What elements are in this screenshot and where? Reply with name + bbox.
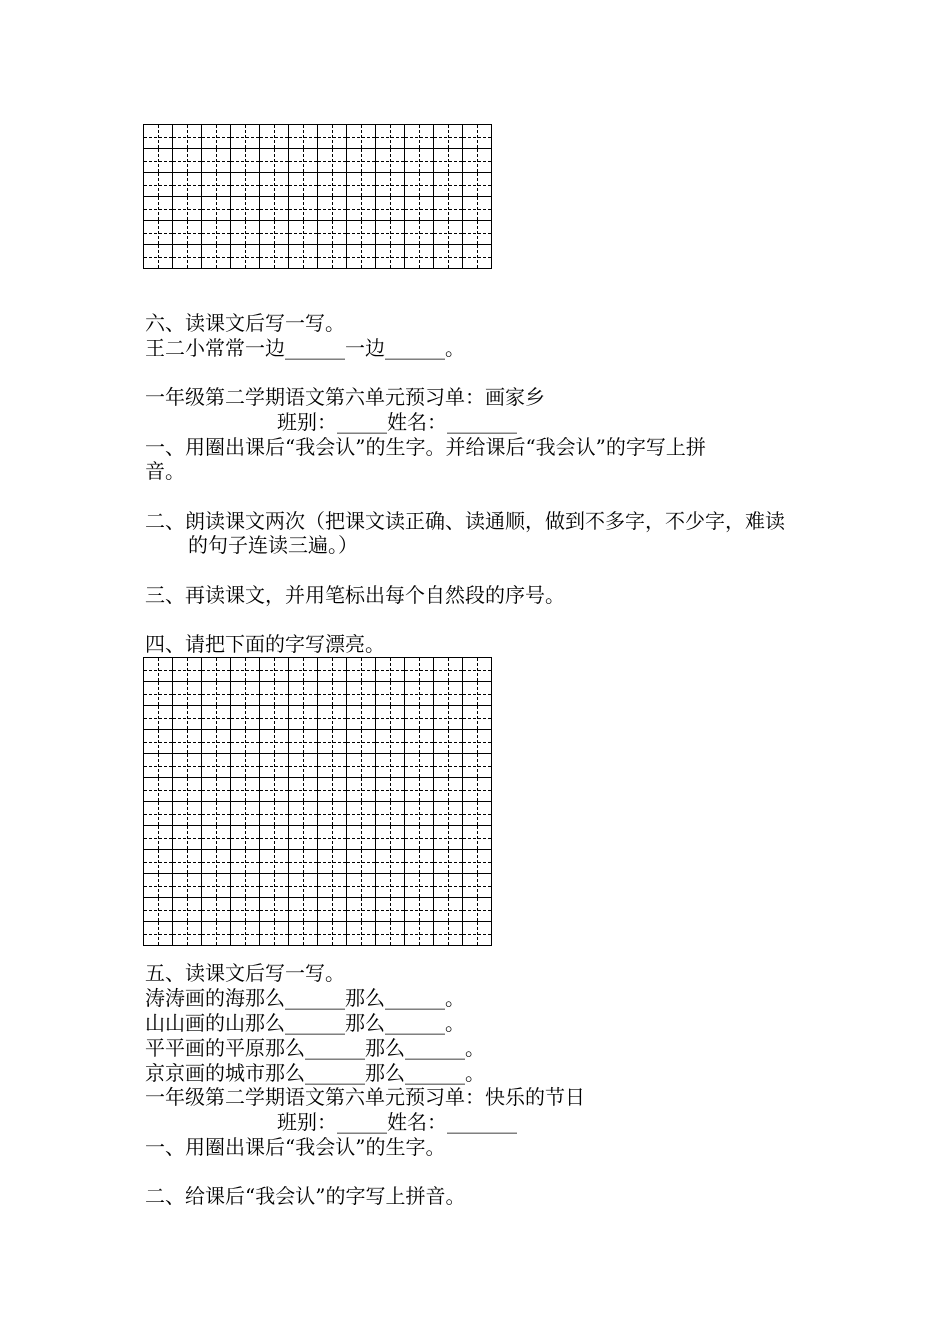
- grid-cell: [405, 125, 434, 149]
- grid-cell: [376, 125, 405, 149]
- grid-cell: [144, 802, 173, 826]
- grid-cell: [202, 173, 231, 197]
- grid-cell: [144, 898, 173, 922]
- grid-cell: [144, 221, 173, 245]
- grid-cell: [173, 221, 202, 245]
- grid-cell: [405, 245, 434, 269]
- grid-cell: [260, 730, 289, 754]
- grid-cell: [260, 826, 289, 850]
- grid-cell: [463, 197, 492, 221]
- grid-cell: [318, 730, 347, 754]
- writing-grid-main: [143, 657, 492, 946]
- grid-cell: [463, 874, 492, 898]
- grid-row: [144, 922, 492, 946]
- grid-cell: [260, 850, 289, 874]
- grid-cell: [463, 173, 492, 197]
- grid-cell: [202, 898, 231, 922]
- grid-cell: [173, 197, 202, 221]
- grid-cell: [318, 826, 347, 850]
- grid-cell: [144, 706, 173, 730]
- grid-cell: [318, 754, 347, 778]
- grid-cell: [231, 197, 260, 221]
- grid-cell: [289, 682, 318, 706]
- grid-row: [144, 778, 492, 802]
- grid-cell: [376, 221, 405, 245]
- question-5-fill-line: 涛涛画的海那么______那么______。: [145, 986, 465, 1010]
- question-4: 四、请把下面的字写漂亮。: [145, 632, 385, 656]
- grid-cell: [289, 706, 318, 730]
- class-name-line: 班别：_____姓名：_______: [277, 1110, 517, 1134]
- grid-cell: [144, 826, 173, 850]
- grid-cell: [260, 778, 289, 802]
- grid-cell: [376, 826, 405, 850]
- grid-row: [144, 850, 492, 874]
- grid-row: [144, 245, 492, 269]
- worksheet-title-kuaile-de-jieri: 一年级第二学期语文第六单元预习单：快乐的节日: [145, 1085, 585, 1109]
- grid-cell: [463, 898, 492, 922]
- grid-cell: [260, 754, 289, 778]
- grid-row: [144, 730, 492, 754]
- grid-cell: [405, 802, 434, 826]
- grid-cell: [289, 922, 318, 946]
- grid-cell: [318, 125, 347, 149]
- question-1-line-1: 一、用圈出课后“我会认”的生字。并给课后“我会认”的字写上拼: [145, 435, 706, 459]
- grid-cell: [231, 245, 260, 269]
- grid-cell: [289, 173, 318, 197]
- grid-cell: [405, 221, 434, 245]
- grid-cell: [289, 125, 318, 149]
- grid-cell: [434, 898, 463, 922]
- grid-cell: [318, 802, 347, 826]
- grid-cell: [318, 706, 347, 730]
- question-2-line-2: 的句子连读三遍。）: [188, 533, 358, 557]
- grid-cell: [376, 898, 405, 922]
- grid-cell: [405, 149, 434, 173]
- grid-cell: [173, 874, 202, 898]
- grid-cell: [231, 658, 260, 682]
- grid-cell: [144, 754, 173, 778]
- grid-cell: [231, 898, 260, 922]
- grid-cell: [463, 826, 492, 850]
- grid-cell: [405, 850, 434, 874]
- grid-cell: [231, 149, 260, 173]
- grid-cell: [347, 149, 376, 173]
- grid-cell: [144, 778, 173, 802]
- grid-cell: [463, 730, 492, 754]
- grid-cell: [434, 173, 463, 197]
- grid-cell: [376, 754, 405, 778]
- grid-row: [144, 125, 492, 149]
- grid-cell: [347, 874, 376, 898]
- grid-cell: [376, 922, 405, 946]
- grid-cell: [405, 706, 434, 730]
- grid-cell: [405, 173, 434, 197]
- writing-grid-top: [143, 124, 492, 269]
- grid-cell: [173, 658, 202, 682]
- grid-cell: [463, 922, 492, 946]
- grid-cell: [318, 149, 347, 173]
- grid-cell: [289, 197, 318, 221]
- question-3: 三、再读课文，并用笔标出每个自然段的序号。: [145, 583, 565, 607]
- grid-cell: [347, 826, 376, 850]
- grid-cell: [260, 173, 289, 197]
- grid-cell: [434, 802, 463, 826]
- grid-cell: [347, 706, 376, 730]
- grid-cell: [231, 221, 260, 245]
- question-2: 二、给课后“我会认”的字写上拼音。: [145, 1184, 466, 1208]
- grid-cell: [260, 874, 289, 898]
- grid-cell: [318, 850, 347, 874]
- grid-cell: [289, 778, 318, 802]
- grid-cell: [231, 125, 260, 149]
- grid-cell: [347, 221, 376, 245]
- grid-cell: [144, 730, 173, 754]
- grid-cell: [173, 125, 202, 149]
- grid-cell: [434, 125, 463, 149]
- grid-cell: [347, 173, 376, 197]
- grid-cell: [376, 778, 405, 802]
- grid-cell: [231, 802, 260, 826]
- grid-cell: [434, 778, 463, 802]
- question-1: 一、用圈出课后“我会认”的生字。: [145, 1135, 446, 1159]
- grid-cell: [463, 802, 492, 826]
- grid-cell: [173, 898, 202, 922]
- grid-cell: [463, 125, 492, 149]
- grid-cell: [202, 826, 231, 850]
- grid-cell: [434, 658, 463, 682]
- question-1-line-2: 音。: [145, 459, 185, 483]
- grid-cell: [260, 706, 289, 730]
- grid-cell: [289, 730, 318, 754]
- grid-cell: [405, 197, 434, 221]
- grid-cell: [434, 754, 463, 778]
- grid-cell: [231, 173, 260, 197]
- grid-cell: [289, 658, 318, 682]
- grid-cell: [202, 778, 231, 802]
- grid-cell: [405, 922, 434, 946]
- grid-cell: [173, 778, 202, 802]
- grid-cell: [318, 682, 347, 706]
- grid-cell: [434, 874, 463, 898]
- grid-cell: [405, 874, 434, 898]
- grid-cell: [434, 850, 463, 874]
- grid-cell: [202, 149, 231, 173]
- grid-cell: [202, 754, 231, 778]
- grid-cell: [376, 874, 405, 898]
- grid-cell: [347, 730, 376, 754]
- grid-cell: [347, 245, 376, 269]
- grid-cell: [260, 658, 289, 682]
- grid-cell: [173, 922, 202, 946]
- class-name-line: 班别：_____姓名：_______: [277, 410, 517, 434]
- grid-cell: [376, 173, 405, 197]
- grid-cell: [144, 245, 173, 269]
- grid-cell: [173, 245, 202, 269]
- grid-cell: [202, 682, 231, 706]
- grid-cell: [202, 125, 231, 149]
- grid-cell: [202, 658, 231, 682]
- grid-cell: [376, 706, 405, 730]
- grid-cell: [376, 245, 405, 269]
- grid-cell: [202, 221, 231, 245]
- grid-cell: [463, 245, 492, 269]
- grid-cell: [202, 802, 231, 826]
- grid-cell: [231, 826, 260, 850]
- grid-row: [144, 754, 492, 778]
- grid-cell: [434, 706, 463, 730]
- grid-cell: [173, 149, 202, 173]
- grid-cell: [144, 125, 173, 149]
- grid-row: [144, 826, 492, 850]
- grid-row: [144, 197, 492, 221]
- grid-cell: [405, 754, 434, 778]
- grid-cell: [318, 658, 347, 682]
- worksheet-title-huajiaxiang: 一年级第二学期语文第六单元预习单：画家乡: [145, 385, 545, 409]
- grid-cell: [434, 730, 463, 754]
- grid-cell: [347, 922, 376, 946]
- grid-cell: [318, 874, 347, 898]
- grid-cell: [463, 221, 492, 245]
- grid-cell: [173, 730, 202, 754]
- grid-cell: [376, 730, 405, 754]
- grid-cell: [144, 149, 173, 173]
- grid-cell: [173, 802, 202, 826]
- grid-cell: [347, 125, 376, 149]
- grid-cell: [202, 245, 231, 269]
- grid-cell: [318, 173, 347, 197]
- grid-cell: [347, 754, 376, 778]
- grid-cell: [463, 149, 492, 173]
- grid-cell: [260, 125, 289, 149]
- question-6-fill-line: 王二小常常一边______一边______。: [145, 336, 465, 360]
- grid-cell: [289, 826, 318, 850]
- grid-cell: [231, 850, 260, 874]
- grid-cell: [144, 874, 173, 898]
- grid-cell: [260, 922, 289, 946]
- grid-cell: [347, 898, 376, 922]
- grid-cell: [347, 658, 376, 682]
- grid-cell: [231, 682, 260, 706]
- grid-cell: [231, 922, 260, 946]
- grid-cell: [318, 221, 347, 245]
- grid-cell: [289, 149, 318, 173]
- grid-cell: [347, 197, 376, 221]
- grid-cell: [173, 706, 202, 730]
- grid-cell: [260, 149, 289, 173]
- grid-cell: [173, 850, 202, 874]
- grid-cell: [405, 658, 434, 682]
- grid-cell: [173, 173, 202, 197]
- question-5-fill-line: 平平画的平原那么______那么______。: [145, 1036, 485, 1060]
- grid-cell: [289, 245, 318, 269]
- grid-cell: [202, 730, 231, 754]
- grid-cell: [260, 245, 289, 269]
- grid-cell: [289, 898, 318, 922]
- grid-cell: [289, 754, 318, 778]
- grid-cell: [260, 802, 289, 826]
- grid-cell: [434, 197, 463, 221]
- grid-cell: [289, 850, 318, 874]
- grid-cell: [405, 826, 434, 850]
- grid-row: [144, 149, 492, 173]
- grid-cell: [463, 658, 492, 682]
- grid-cell: [463, 778, 492, 802]
- question-2-line-1: 二、朗读课文两次（把课文读正确、读通顺，做到不多字，不少字，难读: [145, 509, 785, 533]
- grid-cell: [347, 802, 376, 826]
- grid-cell: [434, 149, 463, 173]
- grid-cell: [376, 197, 405, 221]
- grid-cell: [202, 874, 231, 898]
- grid-cell: [347, 682, 376, 706]
- grid-row: [144, 706, 492, 730]
- question-5-fill-line: 山山画的山那么______那么______。: [145, 1011, 465, 1035]
- grid-cell: [376, 682, 405, 706]
- grid-cell: [318, 898, 347, 922]
- grid-cell: [173, 826, 202, 850]
- grid-cell: [434, 245, 463, 269]
- grid-row: [144, 682, 492, 706]
- grid-cell: [347, 850, 376, 874]
- grid-cell: [144, 682, 173, 706]
- grid-cell: [405, 898, 434, 922]
- grid-cell: [289, 221, 318, 245]
- grid-cell: [463, 706, 492, 730]
- grid-cell: [318, 778, 347, 802]
- grid-cell: [144, 922, 173, 946]
- grid-cell: [231, 706, 260, 730]
- grid-cell: [260, 898, 289, 922]
- grid-cell: [434, 221, 463, 245]
- grid-row: [144, 221, 492, 245]
- grid-cell: [173, 682, 202, 706]
- grid-cell: [260, 197, 289, 221]
- grid-cell: [289, 802, 318, 826]
- grid-cell: [434, 682, 463, 706]
- grid-cell: [231, 874, 260, 898]
- grid-row: [144, 658, 492, 682]
- grid-cell: [231, 730, 260, 754]
- grid-cell: [202, 922, 231, 946]
- grid-cell: [231, 778, 260, 802]
- grid-row: [144, 173, 492, 197]
- grid-cell: [463, 754, 492, 778]
- grid-cell: [463, 682, 492, 706]
- grid-cell: [376, 149, 405, 173]
- grid-cell: [318, 922, 347, 946]
- grid-cell: [405, 682, 434, 706]
- grid-cell: [202, 850, 231, 874]
- grid-cell: [202, 197, 231, 221]
- grid-row: [144, 802, 492, 826]
- grid-cell: [260, 221, 289, 245]
- grid-row: [144, 874, 492, 898]
- grid-cell: [405, 778, 434, 802]
- grid-cell: [376, 850, 405, 874]
- grid-cell: [318, 197, 347, 221]
- grid-cell: [376, 658, 405, 682]
- grid-cell: [463, 850, 492, 874]
- question-5-fill-line: 京京画的城市那么______那么______。: [145, 1061, 485, 1085]
- grid-cell: [144, 658, 173, 682]
- grid-cell: [434, 922, 463, 946]
- grid-cell: [144, 197, 173, 221]
- grid-cell: [318, 245, 347, 269]
- grid-cell: [231, 754, 260, 778]
- grid-cell: [144, 850, 173, 874]
- grid-cell: [376, 802, 405, 826]
- grid-cell: [173, 754, 202, 778]
- question-5-title: 五、读课文后写一写。: [145, 961, 345, 985]
- grid-cell: [202, 706, 231, 730]
- grid-cell: [144, 173, 173, 197]
- grid-cell: [289, 874, 318, 898]
- grid-cell: [347, 778, 376, 802]
- question-6-title: 六、读课文后写一写。: [145, 311, 345, 335]
- grid-cell: [405, 730, 434, 754]
- grid-cell: [260, 682, 289, 706]
- grid-row: [144, 898, 492, 922]
- grid-cell: [434, 826, 463, 850]
